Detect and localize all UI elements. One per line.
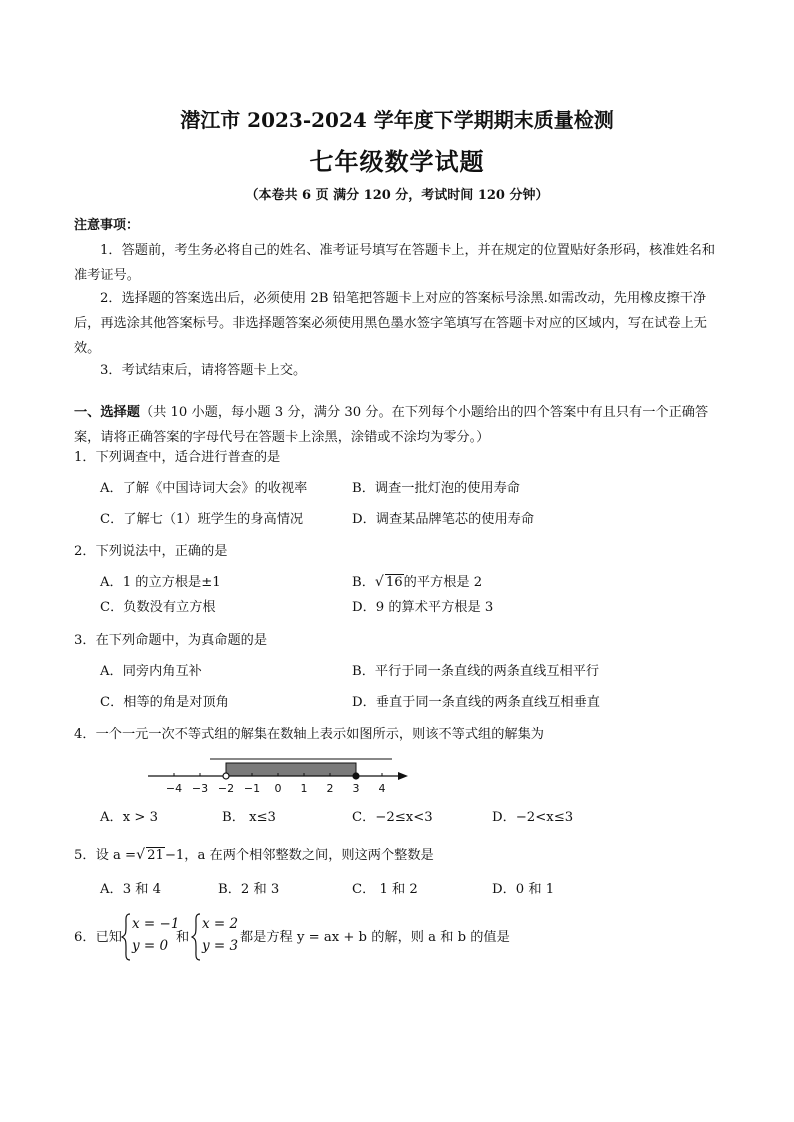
number-line-figure bbox=[146, 752, 416, 798]
system-2-line-1: x = 2 bbox=[202, 916, 239, 932]
tick-label: 3 bbox=[352, 782, 360, 795]
section-label: 一、选择题 bbox=[74, 405, 140, 420]
tick-label: 2 bbox=[326, 782, 334, 795]
sqrt-radicand: 21 bbox=[147, 848, 164, 863]
shaded-region bbox=[226, 763, 356, 776]
question-3-option-a: A．同旁内角互补 bbox=[100, 664, 202, 679]
sqrt-symbol bbox=[136, 846, 165, 866]
note-item-3: 3．考试结束后，请将答题卡上交。 bbox=[100, 363, 307, 378]
closed-endpoint-marker bbox=[353, 773, 359, 779]
tick-label: −2 bbox=[217, 782, 235, 795]
question-4-stem: 4．一个一元一次不等式组的解集在数轴上表示如图所示，则该不等式组的解集为 bbox=[74, 727, 544, 742]
exam-info: （本卷共 6 页 满分 120 分，考试时间 120 分钟） bbox=[245, 188, 549, 203]
q5-suffix: −1，a 在两个相邻整数之间，则这两个整数是 bbox=[164, 848, 434, 863]
axis-arrow-icon bbox=[398, 772, 408, 780]
tick-label: 4 bbox=[378, 782, 386, 795]
question-2-stem: 2．下列说法中，正确的是 bbox=[74, 544, 228, 559]
q6-connector: 和 bbox=[176, 930, 190, 945]
tick-label: −3 bbox=[191, 782, 209, 795]
question-5-option-a: A．3 和 4 bbox=[100, 882, 162, 897]
question-4-option-c: C．−2≤x<3 bbox=[352, 810, 433, 825]
question-3-option-c: C．相等的角是对顶角 bbox=[100, 695, 229, 710]
question-1-stem: 1．下列调查中，适合进行普查的是 bbox=[74, 450, 281, 465]
question-1-option-d: D．调查某品牌笔芯的使用寿命 bbox=[352, 512, 535, 527]
system-1-line-2: y = 0 bbox=[132, 938, 169, 954]
tick-label: 1 bbox=[300, 782, 308, 795]
tick-label: 0 bbox=[274, 782, 282, 795]
question-4-option-d: D．−2<x≤3 bbox=[492, 810, 574, 825]
section-intro bbox=[74, 400, 724, 450]
sqrt-radicand: 16 bbox=[385, 575, 403, 590]
question-1-option-a: A．了解《中国诗词大会》的收视率 bbox=[100, 481, 308, 496]
question-4-option-a: A．x > 3 bbox=[100, 810, 158, 825]
tick-label: −4 bbox=[165, 782, 183, 795]
q6-suffix: 都是方程 y = ax + b 的解，则 a 和 b 的值是 bbox=[240, 930, 510, 945]
question-2-option-d: D．9 的算术平方根是 3 bbox=[352, 600, 494, 615]
question-5-option-d: D．0 和 1 bbox=[492, 882, 555, 897]
exam-title: 潜江市 2023-2024 学年度下学期期末质量检测 bbox=[180, 108, 614, 132]
notes-heading: 注意事项： bbox=[74, 218, 140, 233]
left-brace-icon bbox=[121, 913, 131, 961]
question-2-option-b bbox=[352, 573, 482, 593]
question-3-option-b: B．平行于同一条直线的两条直线互相平行 bbox=[352, 664, 600, 679]
open-endpoint-marker bbox=[223, 773, 229, 779]
question-5-option-b: B．2 和 3 bbox=[218, 882, 280, 897]
question-2-option-c: C．负数没有立方根 bbox=[100, 600, 216, 615]
system-2-line-2: y = 3 bbox=[202, 938, 239, 954]
question-2-option-a: A．1 的立方根是±1 bbox=[100, 575, 221, 590]
question-4-option-b: B． x≤3 bbox=[222, 810, 276, 825]
exam-subject-title: 七年级数学试题 bbox=[309, 147, 485, 176]
tick-label: −1 bbox=[243, 782, 261, 795]
question-1-option-c: C．了解七（1）班学生的身高情况 bbox=[100, 512, 304, 527]
left-brace-icon bbox=[191, 913, 201, 961]
question-5-stem bbox=[74, 846, 434, 866]
note-item-1: 1．答题前，考生务必将自己的姓名、准考证号填写在答题卡上，并在规定的位置贴好条形码，核准姓名和准考证号。 bbox=[74, 243, 716, 283]
note-item-2: 2．选择题的答案选出后，必须使用 2B 铅笔把答题卡上对应的答案标号涂黑.如需改动，先用橡皮擦干净后，再选涂其他答案标号。非选择题答案必须使用黑色墨水签字笔填写在答题卡对应的区域内，写在试卷上无效。 bbox=[74, 291, 707, 356]
q5-prefix: 5．设 a = bbox=[74, 848, 137, 863]
option-b-letter: B． bbox=[352, 575, 375, 590]
system-1-line-1: x = −1 bbox=[132, 916, 180, 932]
section-desc: （共 10 小题，每小题 3 分，满分 30 分。在下列每个小题给出的四个答案中有且只有一个正确答案，请将正确答案的字母代号在答题卡上涂黑，涂错或不涂均为零分。） bbox=[74, 405, 709, 445]
equation-system-2 bbox=[202, 913, 238, 957]
question-1-option-b: B．调查一批灯泡的使用寿命 bbox=[352, 481, 520, 496]
question-3-option-d: D．垂直于同一条直线的两条直线互相垂直 bbox=[352, 695, 600, 710]
question-3-stem: 3．在下列命题中，为真命题的是 bbox=[74, 633, 268, 648]
question-5-option-c: C． 1 和 2 bbox=[352, 882, 418, 897]
solution-set-shading bbox=[226, 763, 356, 776]
q6-prefix: 6．已知 bbox=[74, 930, 122, 945]
sqrt-symbol bbox=[375, 573, 404, 593]
option-b-text: 的平方根是 2 bbox=[403, 575, 483, 590]
equation-system-1 bbox=[132, 913, 179, 957]
